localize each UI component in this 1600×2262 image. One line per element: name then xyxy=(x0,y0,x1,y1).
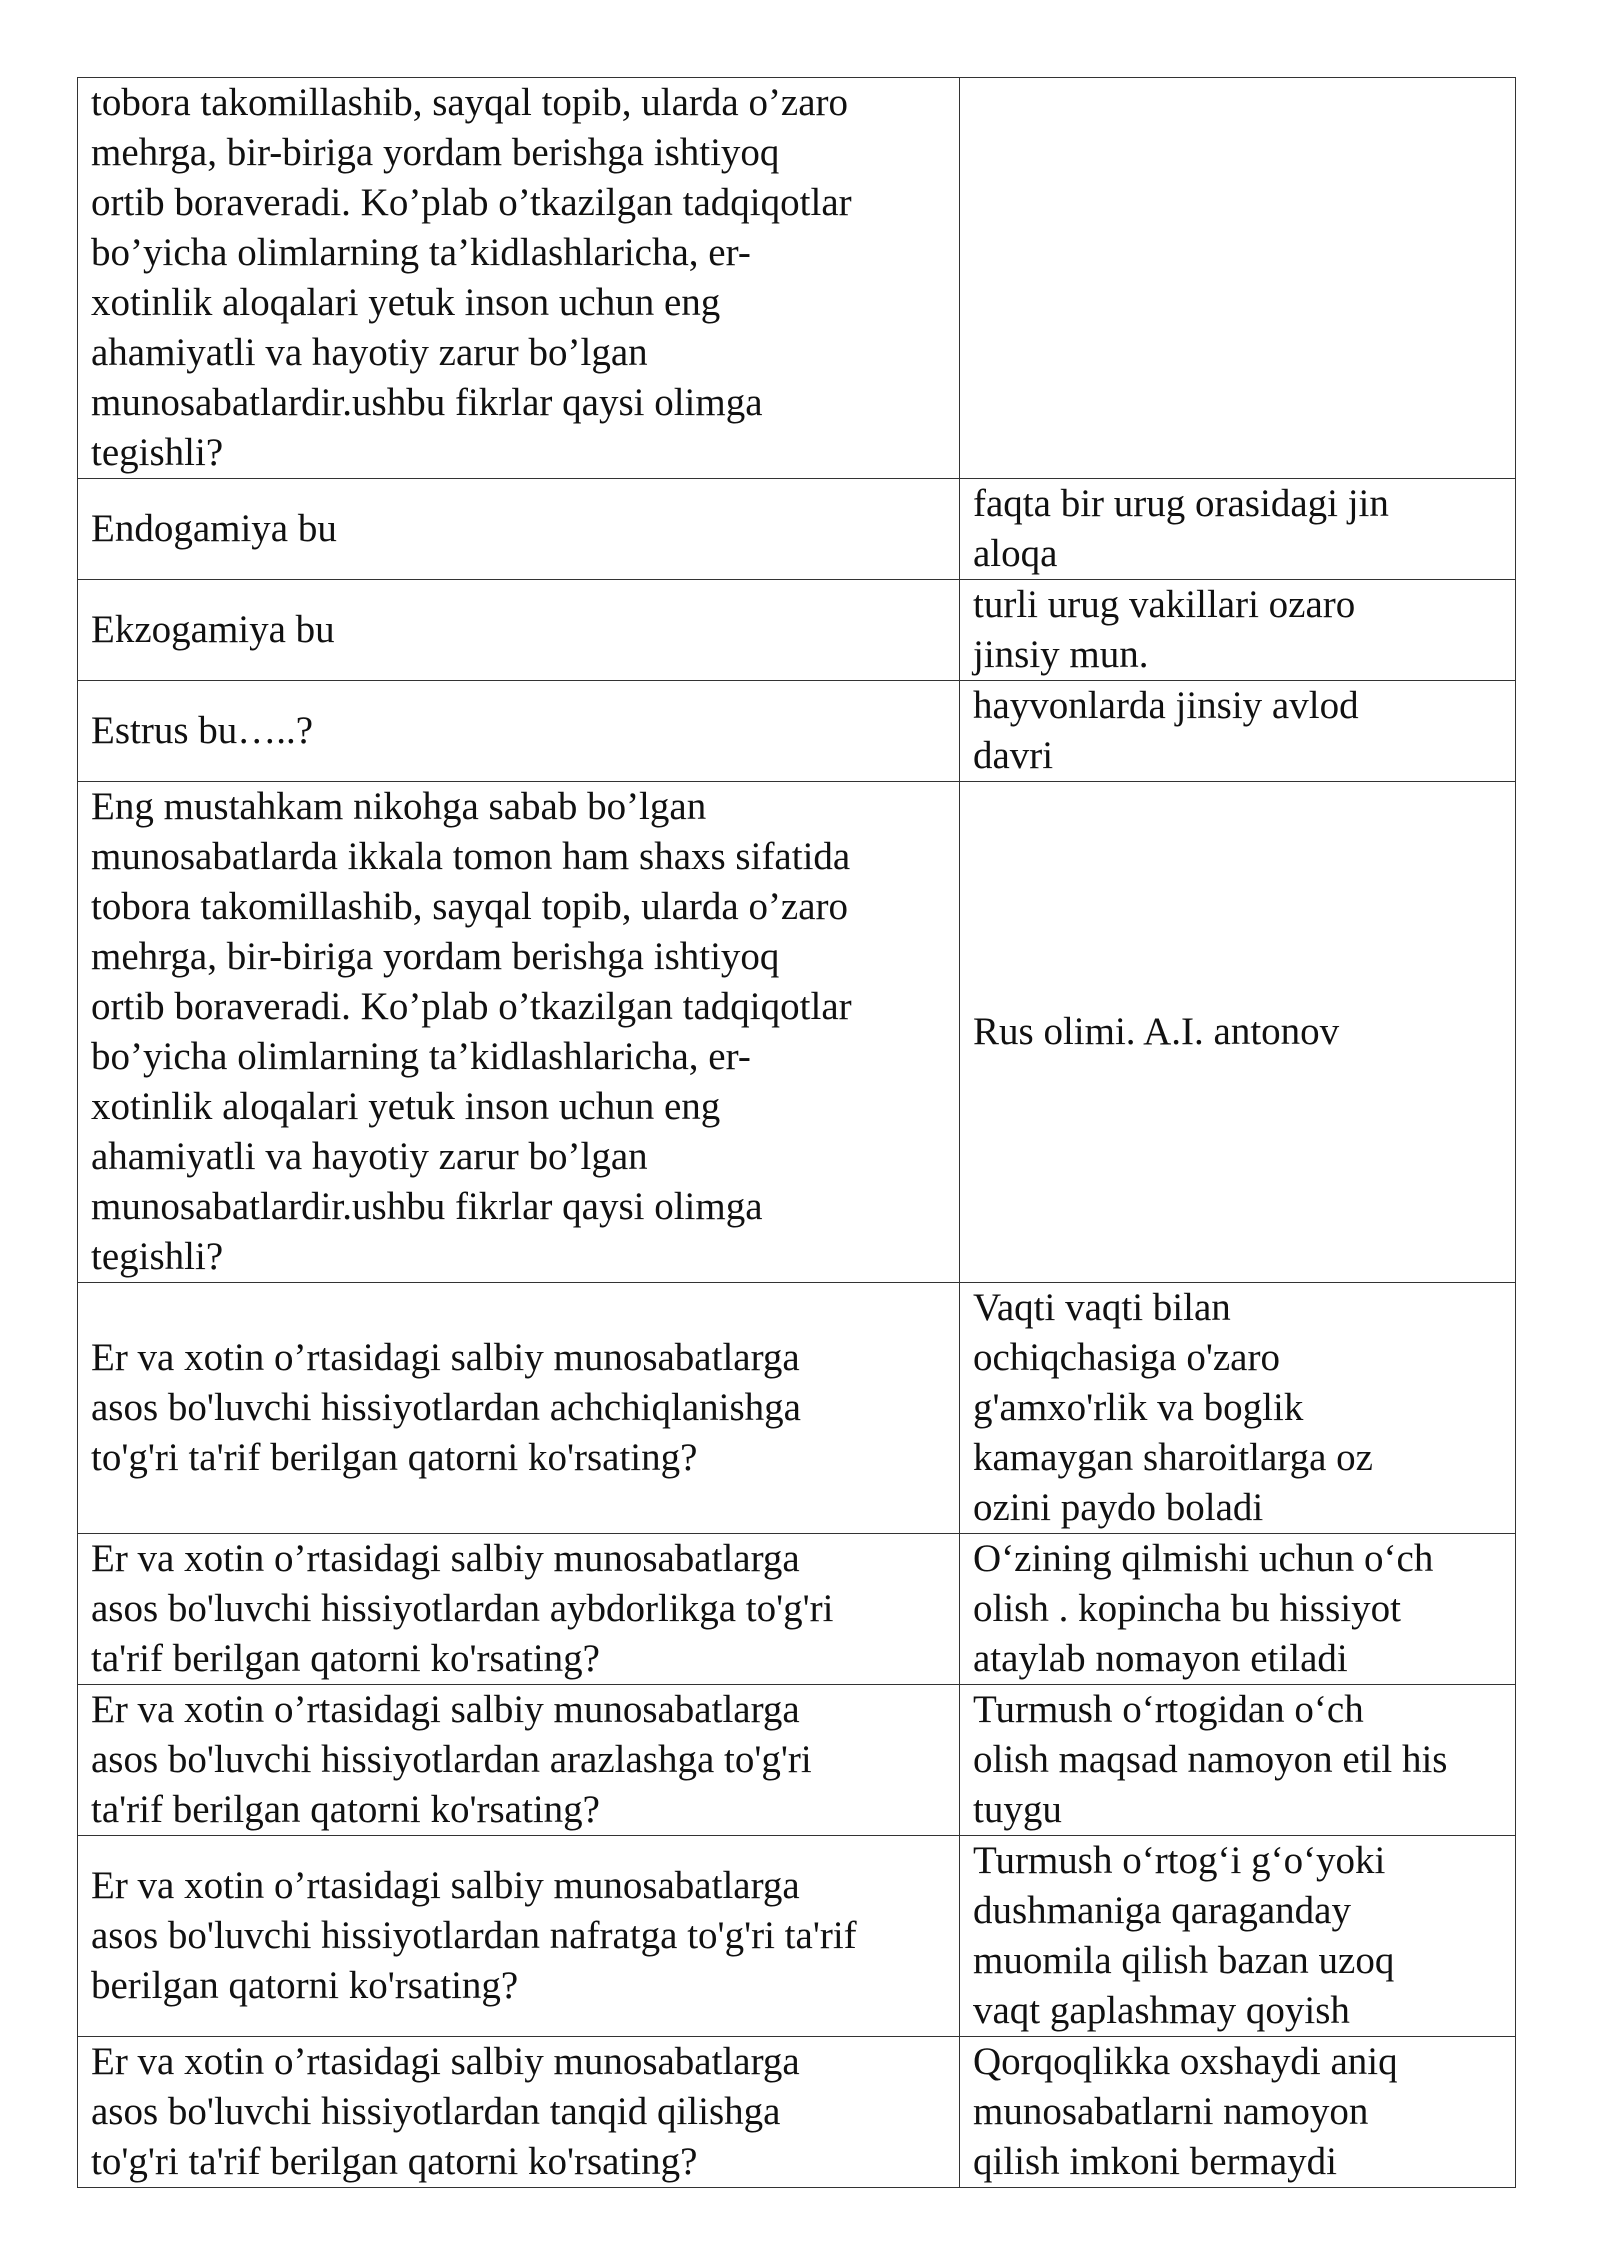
table-row xyxy=(78,1534,1516,1685)
table-row xyxy=(78,580,1516,681)
answer-cell: Vaqti vaqti bilan ochiqchasiga o'zaro g'amxo'rlik va boglik kamaygan sharoitlarga oz ozini paydo boladi xyxy=(960,1283,1516,1534)
answer-cell: Rus olimi. A.I. antonov xyxy=(960,782,1516,1283)
question-cell: Estrus bu…..? xyxy=(78,681,960,782)
question-cell: Eng mustahkam nikohga sabab bo’lgan munosabatlarda ikkala tomon ham shaxs sifatida tobora takomillashib, sayqal topib, ularda o’zaro mehrga, bir-biriga yordam berishga ishtiyoq ortib boraveradi. Ko’plab o’tkazilgan tadqiqotlar bo’yicha olimlarning ta’kidlashlaricha, er- xotinlik aloqalari yetuk inson uchun eng ahamiyatli va hayotiy zarur bo’lgan munosabatlardir.ushbu fikrlar qaysi olimga tegishli? xyxy=(78,782,960,1283)
answer-cell xyxy=(960,78,1516,479)
table-row xyxy=(78,1685,1516,1836)
answer-cell: Turmush o‘rtog‘i g‘o‘yoki dushmaniga qaraganday muomila qilish bazan uzoq vaqt gaplashmay qoyish xyxy=(960,1836,1516,2037)
qa-table xyxy=(77,77,1516,2188)
question-cell: Ekzogamiya bu xyxy=(78,580,960,681)
answer-cell: O‘zining qilmishi uchun o‘ch olish . kopincha bu hissiyot ataylab nomayon etiladi xyxy=(960,1534,1516,1685)
table-row xyxy=(78,2037,1516,2188)
answer-cell: Qorqoqlikka oxshaydi aniq munosabatlarni namoyon qilish imkoni bermaydi xyxy=(960,2037,1516,2188)
answer-cell: faqta bir urug orasidagi jin aloqa xyxy=(960,479,1516,580)
table-row xyxy=(78,782,1516,1283)
question-cell: Endogamiya bu xyxy=(78,479,960,580)
table-row xyxy=(78,78,1516,479)
answer-cell: turli urug vakillari ozaro jinsiy mun. xyxy=(960,580,1516,681)
question-cell: Er va xotin o’rtasidagi salbiy munosabatlarga asos bo'luvchi hissiyotlardan tanqid qilishga to'g'ri ta'rif berilgan qatorni ko'rsating? xyxy=(78,2037,960,2188)
question-cell: Er va xotin o’rtasidagi salbiy munosabatlarga asos bo'luvchi hissiyotlardan arazlashga to'g'ri ta'rif berilgan qatorni ko'rsating? xyxy=(78,1685,960,1836)
table-row xyxy=(78,1836,1516,2037)
question-cell: Er va xotin o’rtasidagi salbiy munosabatlarga asos bo'luvchi hissiyotlardan aybdorlikga to'g'ri ta'rif berilgan qatorni ko'rsating? xyxy=(78,1534,960,1685)
question-cell: Er va xotin o’rtasidagi salbiy munosabatlarga asos bo'luvchi hissiyotlardan nafratga to'g'ri ta'rif berilgan qatorni ko'rsating? xyxy=(78,1836,960,2037)
table-row xyxy=(78,479,1516,580)
question-cell: tobora takomillashib, sayqal topib, ularda o’zaro mehrga, bir-biriga yordam berishga ishtiyoq ortib boraveradi. Ko’plab o’tkazilgan tadqiqotlar bo’yicha olimlarning ta’kidlashlaricha, er- xotinlik aloqalari yetuk inson uchun eng ahamiyatli va hayotiy zarur bo’lgan munosabatlardir.ushbu fikrlar qaysi olimga tegishli? xyxy=(78,78,960,479)
question-cell: Er va xotin o’rtasidagi salbiy munosabatlarga asos bo'luvchi hissiyotlardan achchiqlanishga to'g'ri ta'rif berilgan qatorni ko'rsating? xyxy=(78,1283,960,1534)
answer-cell: Turmush o‘rtogidan o‘ch olish maqsad namoyon etil his tuygu xyxy=(960,1685,1516,1836)
answer-cell: hayvonlarda jinsiy avlod davri xyxy=(960,681,1516,782)
table-row xyxy=(78,1283,1516,1534)
table-row xyxy=(78,681,1516,782)
